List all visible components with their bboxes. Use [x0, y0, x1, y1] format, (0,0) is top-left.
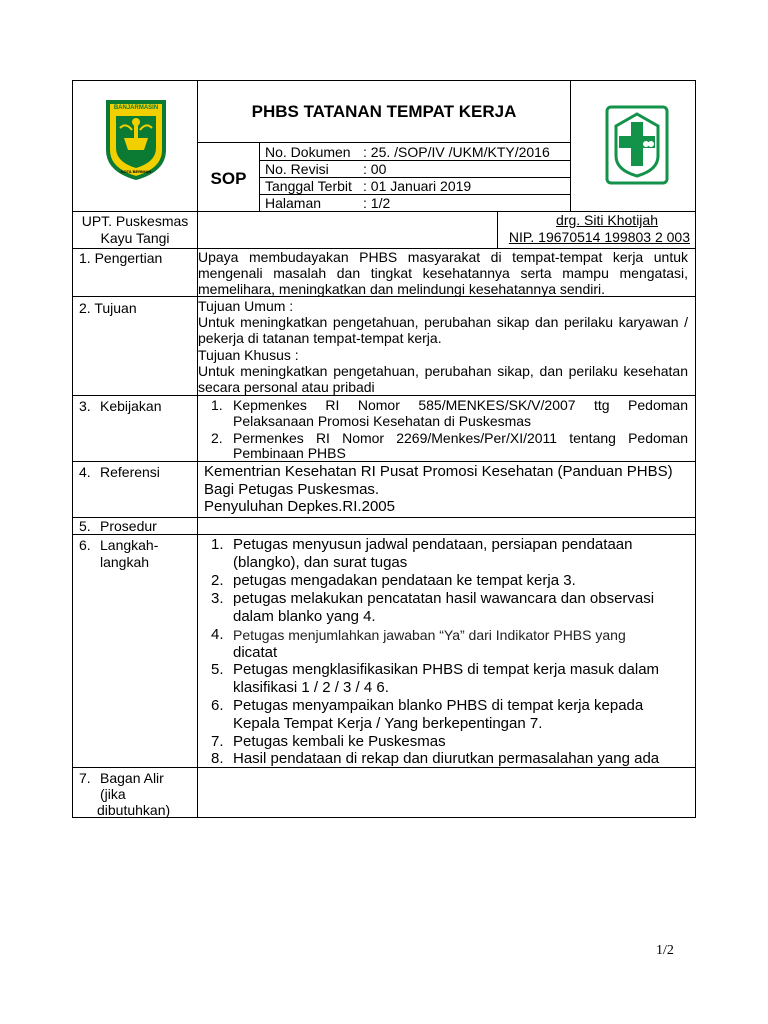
tujuan-khusus-heading: Tujuan Khusus :	[198, 347, 299, 363]
label-prosedur-num: 5.	[79, 518, 91, 534]
banjarmasin-logo	[104, 98, 168, 180]
label-langkah-line-2: langkah	[100, 554, 150, 570]
label-bagan-line-2: (jika	[100, 786, 126, 802]
label-pengertian: 1. Pengertian	[79, 250, 163, 266]
tujuan-umum-heading: Tujuan Umum :	[198, 298, 294, 314]
doc-info-value-2: : 00	[363, 161, 387, 177]
logo-text-bottom: KOTA BERIMAN	[120, 169, 152, 174]
doc-info-value-3: : 01 Januari 2019	[363, 178, 472, 194]
unit-name	[73, 213, 197, 247]
kebijakan-item-1-line-2: Pelaksanaan Promosi Kesehatan di Puskesmas	[233, 413, 532, 429]
page-number: 1/2	[656, 943, 674, 958]
langkah-item-2-line-1: petugas mengadakan pendataan ke tempat kerja 3.	[233, 572, 576, 589]
doc-info-key-3: Tanggal Terbit	[265, 178, 352, 194]
pengertian-line-3: memelihara, meningkatkan dan melindungi kesehatannya sendiri.	[198, 281, 606, 297]
label-kebijakan-text: Kebijakan	[100, 398, 162, 414]
label-referensi-text: Referensi	[100, 464, 160, 480]
tujuan-umum-line-2: pekerja di tatanan tempat-tempat kerja.	[198, 330, 442, 346]
langkah-num-6: 6.	[211, 697, 224, 714]
langkah-item-5-line-1: Petugas mengklasifikasikan PHBS di tempat kerja masuk dalam	[233, 661, 660, 678]
langkah-item-6-line-1: Petugas menyampaikan blanko PHBS di tempat kerja kepada	[233, 697, 644, 714]
signer	[498, 212, 690, 246]
langkah-item-8-line-1: Hasil pendataan di rekap dan diurutkan permasalahan yang ada	[233, 750, 660, 767]
doc-info-value-4: : 1/2	[363, 195, 391, 211]
kebijakan-item-1-line-1: Kepmenkes RI Nomor 585/MENKES/SK/V/2007 ttg Pedoman	[233, 397, 688, 413]
langkah-item-3-line-1: petugas melakukan pencatatan hasil wawancara dan observasi	[233, 590, 655, 607]
doc-info-key-1: No. Dokumen	[265, 144, 351, 160]
kebijakan-item-2-line-1: Permenkes RI Nomor 2269/Menkes/Per/XI/2011 tentang Pedoman	[233, 430, 688, 446]
kebijakan-num-2: 2.	[211, 430, 223, 446]
langkah-num-8: 8.	[211, 750, 224, 767]
label-kebijakan-num: 3.	[79, 398, 91, 414]
langkah-num-5: 5.	[211, 661, 224, 678]
logo-text-top: BANJARMASIN	[113, 105, 159, 111]
referensi-line-2: Bagi Petugas Puskesmas.	[204, 481, 380, 498]
kebijakan-num-1: 1.	[211, 397, 223, 413]
langkah-item-5-line-2: klasifikasi 1 / 2 / 3 / 4 6.	[233, 679, 389, 696]
langkah-item-4-line-1: Petugas menjumlahkan jawaban “Ya” dari Indikator PHBS yang	[233, 627, 626, 643]
pengertian-line-1: Upaya membudayakan PHBS masyarakat di tempat-tempat kerja untuk	[198, 249, 688, 265]
tujuan-umum-line-1: Untuk meningkatkan pengetahuan, perubahan sikap dan perilaku karyawan /	[198, 314, 688, 330]
langkah-num-7: 7.	[211, 733, 224, 750]
unit-line-1: UPT. Puskesmas	[81, 213, 189, 229]
langkah-item-1-line-1: Petugas menyusun jadwal pendataan, persiapan pendataan	[233, 536, 633, 553]
doc-info-key-2: No. Revisi	[265, 161, 329, 177]
pengertian-line-2: mengenali masalah dan tingkat kesehatannya serta mampu mengatasi,	[198, 265, 688, 281]
label-tujuan: 2. Tujuan	[79, 300, 137, 316]
document-title: PHBS TATANAN TEMPAT KERJA	[251, 102, 517, 121]
langkah-item-1-line-2: (blangko), dan surat tugas	[233, 554, 408, 571]
tujuan-khusus-line-2: secara personal atau pribadi	[198, 379, 375, 395]
label-bagan-num: 7.	[79, 770, 91, 786]
doc-info-key-4: Halaman	[265, 195, 322, 211]
signer-name: drg. Siti Khotijah	[556, 212, 658, 228]
langkah-num-2: 2.	[211, 572, 224, 589]
langkah-item-4-line-2: dicatat	[233, 644, 278, 661]
label-bagan-line-3: dibutuhkan)	[97, 802, 171, 818]
referensi-line-3: Penyuluhan Depkes.RI.2005	[204, 498, 395, 515]
signer-nip: NIP. 19670514 199803 2 003	[508, 229, 690, 245]
sop-label: SOP	[210, 169, 247, 188]
kebijakan-item-2-line-2: Pembinaan PHBS	[233, 445, 346, 461]
langkah-item-7-line-1: Petugas kembali ke Puskesmas	[233, 733, 446, 750]
langkah-num-4: 4.	[211, 626, 224, 643]
langkah-num-3: 3.	[211, 590, 224, 607]
doc-info-value-1: : 25. /SOP/IV /UKM/KTY/2016	[363, 144, 550, 160]
tujuan-khusus-line-1: Untuk meningkatkan pengetahuan, perubahan sikap, dan perilaku kesehatan	[198, 363, 688, 379]
label-langkah-line-1: Langkah-	[100, 537, 159, 553]
label-prosedur-text: Prosedur	[100, 518, 157, 534]
label-langkah-num: 6.	[79, 537, 91, 553]
puskesmas-logo	[604, 104, 670, 186]
langkah-item-6-line-2: Kepala Tempat Kerja / Yang berkepentingan 7.	[233, 715, 543, 732]
label-referensi-num: 4.	[79, 464, 91, 480]
langkah-item-3-line-2: dalam blanko yang 4.	[233, 608, 376, 625]
referensi-line-1: Kementrian Kesehatan RI Pusat Promosi Kesehatan (Panduan PHBS)	[204, 463, 673, 480]
unit-line-2: Kayu Tangi	[100, 230, 170, 246]
label-bagan-line-1: Bagan Alir	[100, 770, 164, 786]
langkah-num-1: 1.	[211, 536, 224, 553]
